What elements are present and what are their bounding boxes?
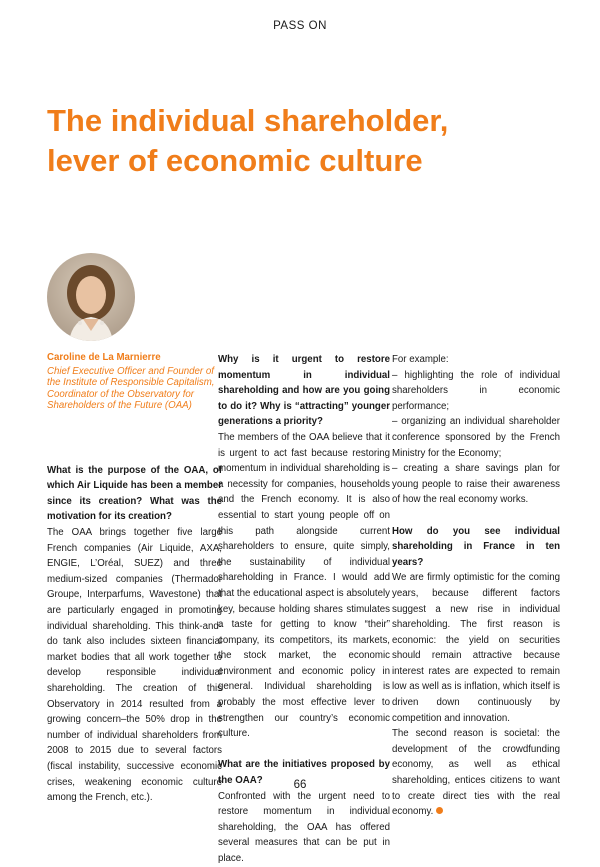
question-3: What are the initiatives proposed by the OAA? (218, 759, 390, 787)
title-line-1: The individual shareholder, (47, 103, 449, 138)
section-label: PASS ON (273, 20, 327, 32)
article-title (47, 101, 567, 181)
end-of-article-dot-icon (436, 807, 443, 814)
answer-3-item-1: – highlighting the role of individual shareholders in economic performance; (392, 369, 560, 412)
question-4: How do you see individual shareholding in France in ten years? (392, 525, 560, 568)
column-1 (47, 352, 222, 806)
title-line-2: lever of economic culture (47, 143, 423, 178)
question-1: What is the purpose of the OAA, of which Air Liquide has been a member since its creation? What was the motivation for its creation? (47, 464, 222, 523)
author-name: Caroline de La Marnierre (47, 352, 161, 363)
answer-2: The members of the OAA believe that it is urgent to act fast because restoring momentum in individual shareholding is a necessity for companies, households and the French economy. It is also essential to start young people off on this path alongside current shareholders to ensure, quite simply, the sustainability of individual shareholding in France. I would add that the educational aspect is absolutely key, because holding shares stimulates a taste for getting to know “their” company, its competitors, its markets, the stock market, the economic environment and economic policy in general. Individual shareholding is probably the most effective lever to strengthen our country’s economic culture. (218, 431, 390, 740)
answer-3-item-3: – creating a share savings plan for young people to raise their awareness of how the real economy works. (392, 463, 560, 506)
author-role: Chief Executive Officer and Founder of the Institute of Responsible Capitalism, Coordinator of the Observatory for Shareholders of the Future (OAA) (47, 366, 215, 412)
answer-1: The OAA brings together five large French companies (Air Liquide, AXA, ENGIE, L’Oréal, SUEZ) and three medium-sized companies (Thermador Groupe, Interparfums, Wavestone) that are particularly engaged in promoting individual shareholding. This think-and-do tank also includes sixteen financial market bodies that all work together to develop responsible individual shareholding. The creation of this Observatory in 2014 resulted from a growing concern–the 50% drop in the number of individual shareholders from 2008 to 2015 due to several factors (fiscal instability, successive economic crises, weakening economic culture among the French, etc.). (47, 527, 222, 804)
answer-4-paragraph-2-text: The second reason is societal: the development of the crowdfunding economy, as well as ethical shareholding, entices citizens to want to create direct ties with the real economy. (392, 728, 560, 818)
answer-4-paragraph-1: We are firmly optimistic for the coming years, because different factors suggest a new rise in individual shareholding. The first reason is economic: the yield on securities should remain attractive because interest rates are expected to remain low as well as is inflation, which itself is driven down continuously by competition and innovation. (392, 572, 560, 724)
answer-3: Confronted with the urgent need to restore momentum in individual shareholding, the OAA has offered several measures that can be put in place. (218, 790, 390, 864)
answer-3-item-2: – organizing an individual shareholder conference sponsored by the French Ministry for the Economy; (392, 416, 560, 459)
question-2: Why is it urgent to restore momentum in individual shareholding and how are you going to do it? Why is “attracting” younger generations a priority? (218, 354, 390, 428)
author-portrait-image (47, 253, 135, 341)
answer-4-paragraph-2 (392, 726, 560, 820)
author-portrait (47, 253, 135, 341)
page-number: 66 (293, 779, 307, 791)
column-3 (392, 352, 560, 820)
answer-3-intro: For example: (392, 354, 449, 365)
